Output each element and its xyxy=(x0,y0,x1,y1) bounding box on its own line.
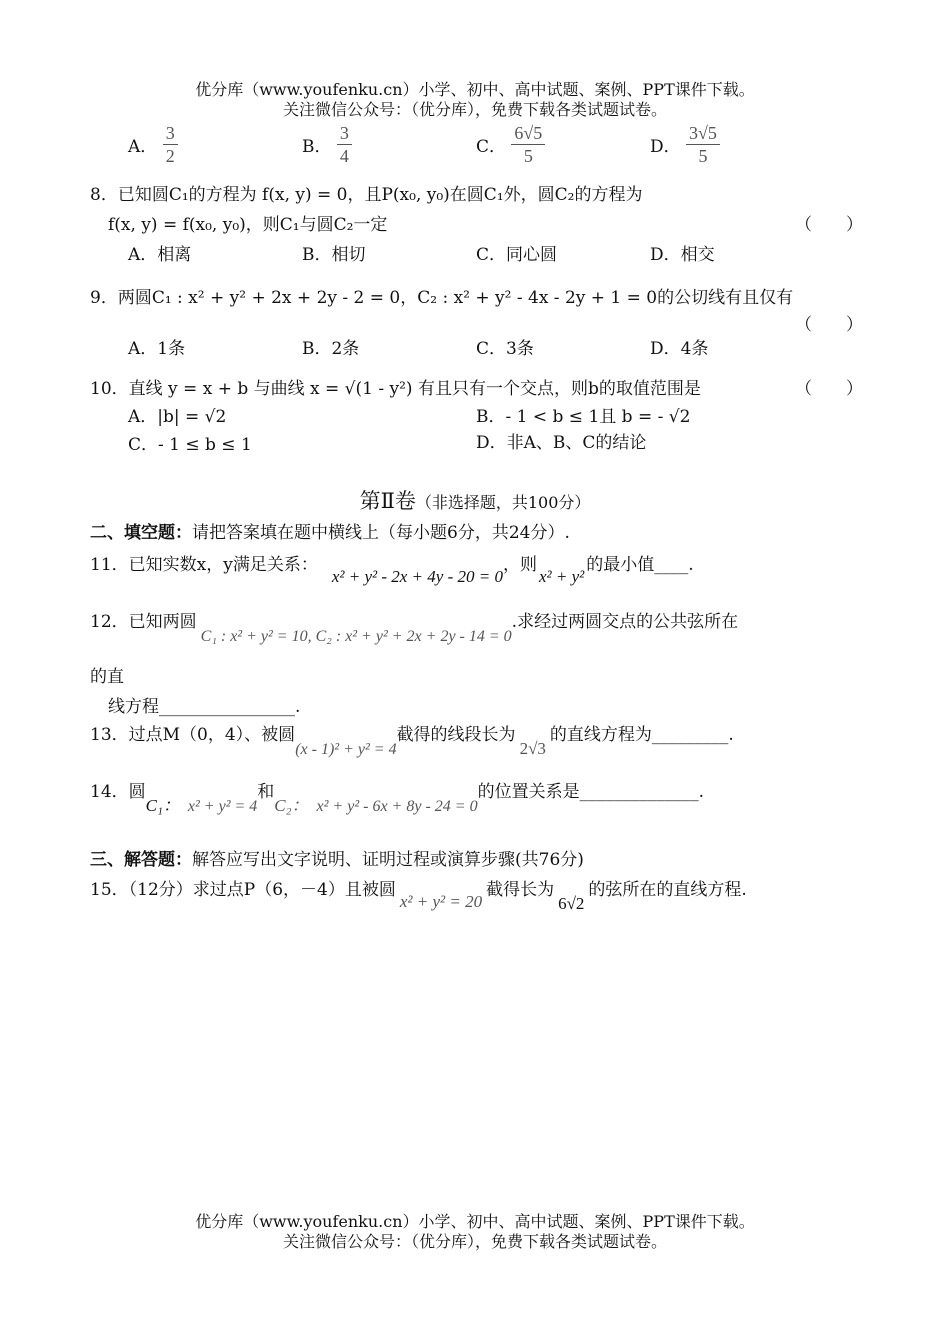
q10-answer-paren: （ ） xyxy=(795,379,863,399)
q10-number: 10． xyxy=(90,379,129,399)
q15-line xyxy=(90,875,747,913)
q7-option-c-label: C． xyxy=(476,137,507,157)
q15-text-3: 的弦所在的直线方程. xyxy=(588,880,747,900)
q14-and: 和 xyxy=(257,782,275,802)
q10-text: 直线 y = x + b 与曲线 x = √(1 - y²) 有且只有一个交点，则b的取值范围是 xyxy=(128,379,701,399)
q14-number: 14． xyxy=(90,782,129,802)
q11-equation: x² + y² - 2x + 4y - 20 = 0 xyxy=(331,567,503,586)
q14-text-2: 的位置关系是______________. xyxy=(477,782,704,802)
q9-option-b: B．2条 xyxy=(302,339,360,359)
q9-text: 两圆C₁ : x² + y² + 2x + 2y - 2 = 0，C₂ : x² + y² - 4x - 2y + 1 = 0的公切线有且仅有 xyxy=(117,288,794,308)
q7-d-numerator: 3√5 xyxy=(686,122,720,145)
section-3-line xyxy=(90,845,584,870)
q9-option-a: A．1条 xyxy=(128,339,186,359)
q7-option-d xyxy=(650,122,720,167)
q8-text-2: f(x, y) = f(x₀, y₀)，则C₁与圆C₂一定 xyxy=(108,215,388,235)
q11-line xyxy=(90,550,694,586)
q13-line xyxy=(90,720,734,758)
footer-line-2: 关注微信公众号：（优分库），免费下载各类试题试卷。 xyxy=(282,1232,667,1251)
section-3-desc: 解答应写出文字说明、证明过程或演算步骤(共76分) xyxy=(192,850,584,870)
q14-line xyxy=(90,777,704,815)
q7-option-b-label: B． xyxy=(302,137,332,157)
q7-a-numerator: 3 xyxy=(163,122,178,145)
q15-text-1: （12分）求过点P（6，－4）且被圆 xyxy=(128,880,396,900)
section-2-desc: 请把答案填在题中横线上（每小题6分，共24分）. xyxy=(192,523,570,543)
q7-option-a-label: A． xyxy=(128,137,158,157)
q15-text-2: 截得长为 xyxy=(486,880,555,900)
q10-line xyxy=(90,374,701,399)
q7-option-c xyxy=(476,122,545,167)
header-line-2: 关注微信公众号：（优分库），免费下载各类试题试卷。 xyxy=(282,100,667,119)
q8-number: 8． xyxy=(90,185,118,205)
part-2-heading xyxy=(0,485,950,515)
q14-circle-2: C₂： xyxy=(274,796,309,815)
section-2-heading: 二、填空题： xyxy=(90,523,192,543)
q7-c-denominator: 5 xyxy=(523,146,533,166)
q12-equation: C₁ : x² + y² = 10, C₂ : x² + y² + 2x + 2y - 14 = 0 xyxy=(200,628,512,645)
q11-text-3: 的最小值____. xyxy=(586,555,694,575)
q14-equation-2: x² + y² - 6x + 8y - 24 = 0 xyxy=(316,798,478,815)
q12-text-2: .求经过两圆交点的公共弦所在 xyxy=(511,612,739,632)
q11-expression: x² + y² xyxy=(538,567,585,586)
q7-d-denominator: 5 xyxy=(698,146,708,166)
q8-option-b: B．相切 xyxy=(302,245,366,265)
q8-answer-paren: （ ） xyxy=(795,215,863,235)
q15-number: 15． xyxy=(90,880,129,900)
q10-option-b: B．- 1 < b ≤ 1且 b = - √2 xyxy=(476,407,691,427)
q9-option-c: C．3条 xyxy=(476,339,534,359)
q7-b-numerator: 3 xyxy=(337,122,352,145)
q13-number: 13． xyxy=(90,725,129,745)
q7-b-denominator: 4 xyxy=(339,146,349,166)
q7-option-d-label: D． xyxy=(650,137,681,157)
q13-text-2: 截得的线段长为 xyxy=(396,725,516,745)
q10-option-d: D．非A、B、C的结论 xyxy=(476,433,647,453)
q13-text-1: 过点M（0，4）、被圆 xyxy=(128,725,296,745)
q12-line xyxy=(90,607,739,645)
q9-number: 9． xyxy=(90,288,118,308)
q11-text-1: 已知实数x，y满足关系： xyxy=(128,555,318,575)
footer-line-1: 优分库（www.youfenku.cn）小学、初中、高中试题、案例、PPT课件下载。 xyxy=(195,1212,755,1231)
q8-line-1 xyxy=(90,180,642,205)
q8-text-1: 已知圆C₁的方程为 f(x, y) = 0，且P(x₀, y₀)在圆C₁外，圆C₂的方程为 xyxy=(117,185,643,205)
q7-option-a xyxy=(128,122,178,167)
section-3-heading: 三、解答题： xyxy=(90,850,192,870)
q14-equation-1: x² + y² = 4 xyxy=(187,798,258,815)
q10-option-c: C．- 1 ≤ b ≤ 1 xyxy=(128,435,252,455)
q8-option-a: A．相离 xyxy=(128,245,192,265)
q9-option-d: D．4条 xyxy=(650,339,709,359)
q13-equation: (x - 1)² + y² = 4 xyxy=(295,741,397,758)
q8-option-c: C．同心圆 xyxy=(476,245,558,265)
q15-equation: x² + y² = 20 xyxy=(399,892,483,911)
q12-number: 12． xyxy=(90,612,129,632)
q14-text-1: 圆 xyxy=(128,782,146,802)
section-2-line xyxy=(90,518,570,543)
q8-option-d: D．相交 xyxy=(650,245,715,265)
q11-number: 11． xyxy=(90,555,129,575)
part-2-subtitle: （非选择题，共100分） xyxy=(415,493,591,512)
q13-value: 2√3 xyxy=(519,739,546,758)
q10-option-a: A．|b| = √2 xyxy=(128,407,227,427)
q15-value: 6√2 xyxy=(558,894,585,913)
q7-a-denominator: 2 xyxy=(165,146,175,166)
q9-answer-paren: （ ） xyxy=(795,315,863,335)
q12-text-line-3: 线方程________________. xyxy=(108,697,301,717)
q7-c-numerator: 6√5 xyxy=(511,122,545,145)
header-line-1: 优分库（www.youfenku.cn）小学、初中、高中试题、案例、PPT课件下载。 xyxy=(195,80,755,99)
q12-text-line-2: 的直 xyxy=(90,667,124,687)
q13-text-3: 的直线方程为_________. xyxy=(549,725,734,745)
q7-option-b xyxy=(302,122,352,167)
q12-text-1: 已知两圆 xyxy=(128,612,197,632)
q11-text-2: ，则 xyxy=(502,555,537,575)
q14-circle-1: C₁： xyxy=(145,796,180,815)
part-2-title: 第Ⅱ卷 xyxy=(359,489,416,513)
q9-line xyxy=(90,283,793,308)
